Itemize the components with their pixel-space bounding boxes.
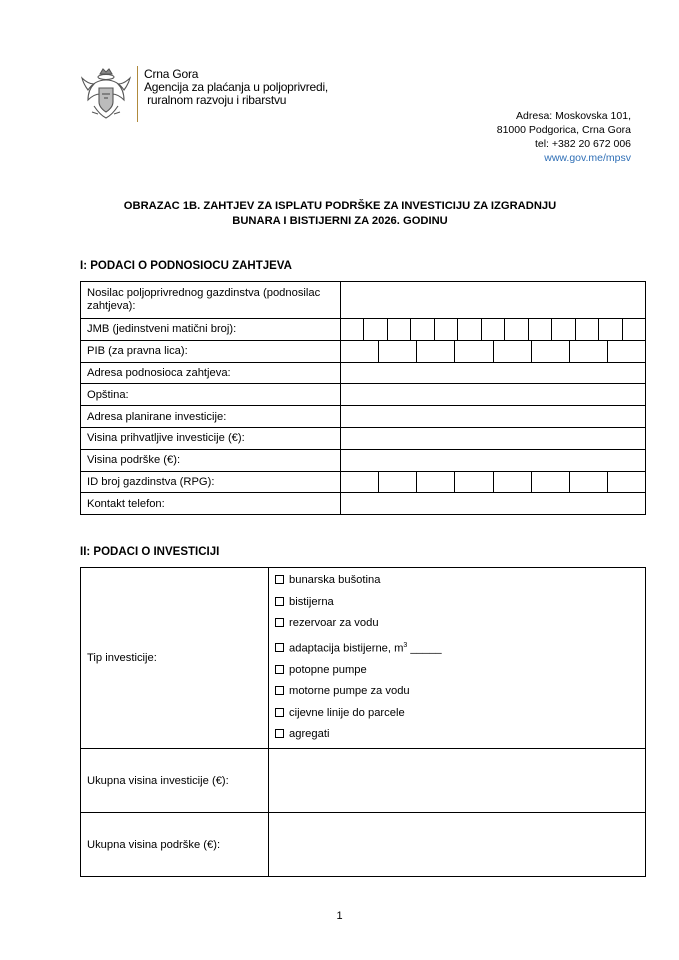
coat-of-arms-icon <box>80 66 132 122</box>
option-cistern-adaptation[interactable]: adaptacija bistijerne, $m^3$ _____ <box>275 635 639 660</box>
checkbox[interactable] <box>275 643 284 652</box>
cubic-meters-blank[interactable]: _____ <box>407 642 442 655</box>
municipality-field[interactable] <box>341 384 646 406</box>
contact-phone-field[interactable] <box>341 493 646 515</box>
checkbox[interactable] <box>275 729 284 738</box>
total-support-field[interactable] <box>269 813 646 877</box>
pib-label: PIB (za pravna lica): <box>81 340 341 362</box>
form-title-line-2: BUNARA I BISTIJERNI ZA 2026. GODINU <box>232 215 448 227</box>
table-row <box>81 449 646 471</box>
address-line-1: Adresa: Moskovska 101, <box>516 110 631 122</box>
pib-field[interactable] <box>341 340 646 362</box>
section-1-heading: I: PODACI O PODNOSIOCU ZAHTJEVA <box>80 260 292 272</box>
section-2-heading: II: PODACI O INVESTICIJI <box>80 546 220 558</box>
rpg-id-label: ID broj gazdinstva (RPG): <box>81 471 341 493</box>
country-name: Crna Gora <box>144 67 199 81</box>
table-row <box>81 493 646 515</box>
applicant-address-field[interactable] <box>341 362 646 384</box>
checkbox[interactable] <box>275 665 284 674</box>
jmb-digit-cells <box>341 319 645 340</box>
checkbox[interactable] <box>275 575 284 584</box>
applicant-address-label: Adresa podnosioca zahtjeva: <box>81 362 341 384</box>
table-row <box>81 362 646 384</box>
checkbox[interactable] <box>275 686 284 695</box>
holder-field[interactable] <box>341 282 646 319</box>
investment-type-options <box>269 568 646 749</box>
option-generators[interactable]: agregati <box>275 724 639 746</box>
option-cistern[interactable]: bistijerna <box>275 592 639 614</box>
table-row <box>81 427 646 449</box>
table-row <box>81 471 646 493</box>
holder-label: Nosilac poljoprivrednog gazdinstva (podnosilac zahtjeva): <box>81 282 341 319</box>
address-line-2: 81000 Podgorica, Crna Gora <box>496 124 631 136</box>
header-divider <box>137 66 138 122</box>
rpg-id-field[interactable] <box>341 471 646 493</box>
total-investment-field[interactable] <box>269 749 646 813</box>
checkbox[interactable] <box>275 708 284 717</box>
applicant-table <box>80 281 646 515</box>
investment-address-field[interactable] <box>341 406 646 428</box>
agency-line-2: ruralnom razvoju i ribarstvu <box>144 93 287 107</box>
agency-line-1: Agencija za plaćanja u poljoprivredi, <box>144 80 329 94</box>
table-row <box>81 282 646 319</box>
table-row <box>81 340 646 362</box>
table-row <box>81 319 646 341</box>
option-motor-pumps[interactable]: motorne pumpe za vodu <box>275 681 639 703</box>
option-submersible-pumps[interactable]: potopne pumpe <box>275 660 639 682</box>
table-row <box>81 749 646 813</box>
eligible-investment-field[interactable] <box>341 427 646 449</box>
option-water-tank[interactable]: rezervoar za vodu <box>275 613 639 635</box>
support-amount-field[interactable] <box>341 449 646 471</box>
table-row <box>81 813 646 877</box>
investment-table <box>80 567 646 877</box>
municipality-label: Opština: <box>81 384 341 406</box>
website-link[interactable]: www.gov.me/mpsv <box>544 152 631 164</box>
investment-type-label: Tip investicije: <box>81 568 269 749</box>
phone: tel: +382 20 672 006 <box>534 138 631 150</box>
contact-phone-label: Kontakt telefon: <box>81 493 341 515</box>
form-title-line-1: OBRAZAC 1B. ZAHTJEV ZA ISPLATU PODRŠKE ZA INVESTICIJU ZA IZGRADNJU <box>123 200 557 212</box>
support-amount-label: Visina podrške (€): <box>81 449 341 471</box>
form-title <box>80 199 600 229</box>
jmb-label: JMB (jedinstveni matični broj): <box>81 319 341 341</box>
total-support-label: Ukupna visina podrške (€): <box>81 813 269 877</box>
page-number: 1 <box>336 910 343 922</box>
jmb-field[interactable] <box>341 319 646 341</box>
checkbox[interactable] <box>275 618 284 627</box>
contact-block <box>497 109 631 165</box>
option-pipelines[interactable]: cijevne linije do parcele <box>275 703 639 725</box>
rpg-digit-cells <box>341 472 645 493</box>
eligible-investment-label: Visina prihvatljive investicije (€): <box>81 427 341 449</box>
option-well-drilling[interactable]: bunarska bušotina <box>275 570 639 592</box>
table-row <box>81 384 646 406</box>
investment-address-label: Adresa planirane investicije: <box>81 406 341 428</box>
pib-digit-cells <box>341 341 645 362</box>
agency-name <box>144 68 328 107</box>
table-row <box>81 406 646 428</box>
total-investment-label: Ukupna visina investicije (€): <box>81 749 269 813</box>
checkbox[interactable] <box>275 597 284 606</box>
table-row <box>81 568 646 749</box>
